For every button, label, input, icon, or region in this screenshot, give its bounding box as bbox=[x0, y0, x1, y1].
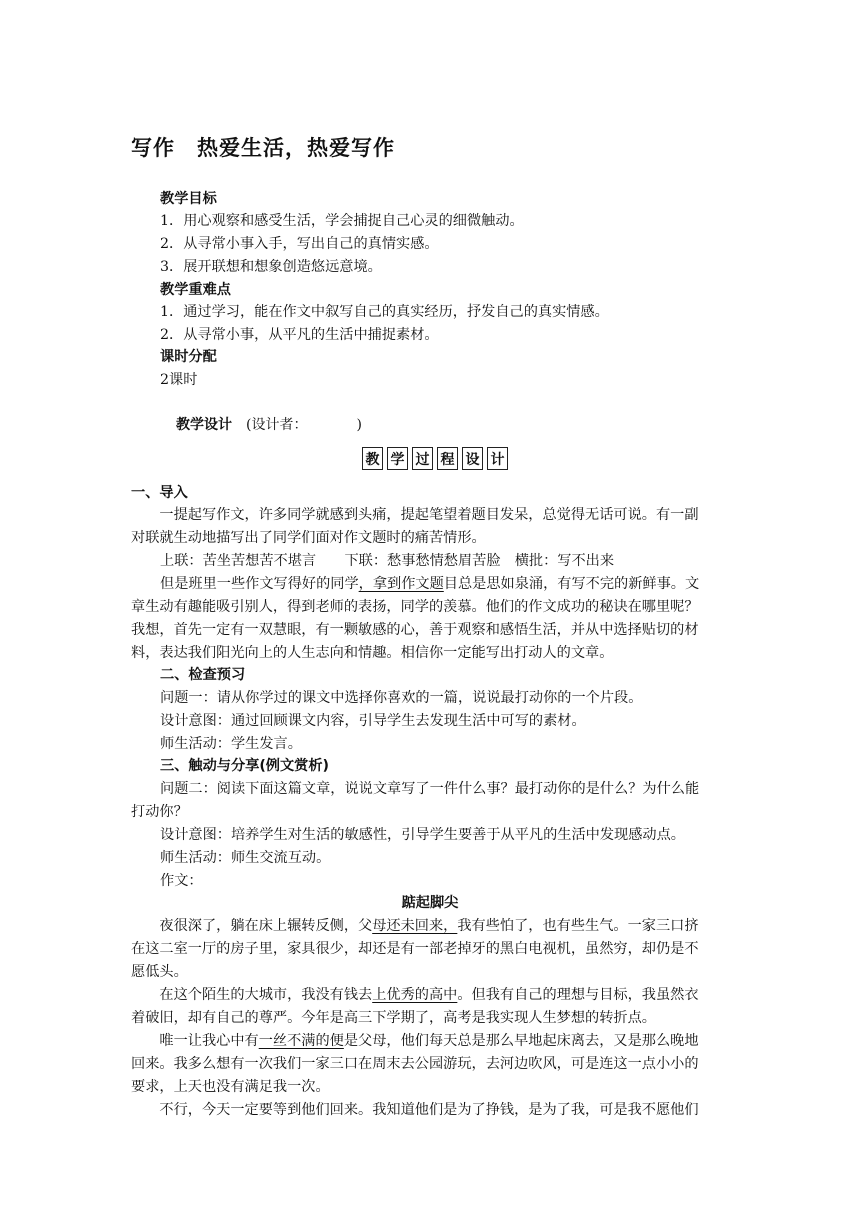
paragraph-line: 料，表达我们阳光向上的人生志向和情趣。相信你一定能写出打动人的文章。 bbox=[131, 645, 614, 661]
objectives-heading: 教学目标 bbox=[160, 191, 217, 207]
text-span: 。但我有自己的理想与目标，我虽然衣 bbox=[457, 987, 699, 1003]
underlined-text: 一丝不满的便 bbox=[258, 1033, 344, 1049]
text-span: 是父母，他们每天总是那么早地起床离去，又是那么晚地 bbox=[343, 1033, 699, 1049]
section-heading: 三、触动与分享(例文赏析) bbox=[160, 758, 330, 774]
page-title: 写作 热爱生活，热爱写作 bbox=[131, 136, 395, 160]
essay-title: 踮起脚尖 bbox=[401, 895, 459, 911]
boxed-char: 计 bbox=[487, 447, 508, 470]
key-point-item: 1．通过学习，能在作文中叙写自己的真实经历，抒发自己的真实情感。 bbox=[160, 304, 609, 320]
essay-line: 愿低头。 bbox=[131, 964, 188, 980]
essay-label: 作文： bbox=[160, 873, 203, 889]
designer-field: (设计者： ) bbox=[246, 417, 362, 433]
objective-item: 3．展开联想和想象创造悠远意境。 bbox=[160, 259, 382, 275]
essay-line: 在这二室一厅的房子里，家具很少，却还是有一部老掉牙的黑白电视机，虽然穷，却仍是不 bbox=[131, 941, 699, 957]
objective-item: 1．用心观察和感受生活，学会捕捉自己心灵的细微触动。 bbox=[160, 213, 524, 229]
question-line: 问题二：阅读下面这篇文章，说说文章写了一件什么事？最打动你的是什么？为什么能 bbox=[160, 781, 700, 797]
underlined-text: 母还未回来， bbox=[372, 918, 458, 934]
schedule-value: 2课时 bbox=[160, 372, 198, 388]
activity-line: 师生活动：师生交流互动。 bbox=[160, 850, 331, 866]
essay-line: 着破旧，却有自己的尊严。今年是高三下学期了，高考是我实现人生梦想的转折点。 bbox=[131, 1010, 656, 1026]
essay-line bbox=[131, 1031, 699, 1051]
paragraph-line: 章生动有趣能吸引别人，得到老师的表扬，同学的羡慕。他们的作文成功的秘诀在哪里呢？ bbox=[131, 599, 699, 615]
boxed-char: 教 bbox=[362, 447, 383, 470]
essay-line: 回来。我多么想有一次我们一家三口在周末去公园游玩，去河边吹风，可是连这一点小小的 bbox=[131, 1056, 699, 1072]
boxed-char: 过 bbox=[412, 447, 433, 470]
objective-item: 2．从寻常小事入手，写出自己的真情实感。 bbox=[160, 236, 439, 252]
essay-line bbox=[131, 985, 699, 1005]
essay-line: 不行，今天一定要等到他们回来。我知道他们是为了挣钱，是为了我，可是我不愿他们 bbox=[131, 1102, 699, 1118]
boxed-char: 学 bbox=[387, 447, 408, 470]
text-span: 目总是思如泉涌，有写不完的新鲜事。文 bbox=[443, 576, 700, 592]
essay-line: 要求，上天也没有满足我一次。 bbox=[131, 1079, 330, 1095]
intent-line: 设计意图：通过回顾课文内容，引导学生去发现生活中可写的素材。 bbox=[160, 713, 586, 729]
intent-line: 设计意图：培养学生对生活的敏感性，引导学生要善于从平凡的生活中发现感动点。 bbox=[160, 827, 685, 843]
essay-line bbox=[131, 916, 699, 936]
activity-line: 师生活动：学生发言。 bbox=[160, 736, 302, 752]
design-label: 教学设计 bbox=[176, 417, 232, 433]
boxed-char: 设 bbox=[462, 447, 483, 470]
key-points-heading: 教学重难点 bbox=[160, 282, 231, 298]
section-heading: 一、导入 bbox=[131, 485, 188, 501]
schedule-heading: 课时分配 bbox=[160, 349, 217, 365]
question-line: 打动你？ bbox=[131, 804, 188, 820]
text-span: 在这个陌生的大城市，我没有钱去 bbox=[131, 987, 373, 1003]
paragraph-line: 对联就生动地描写出了同学们面对作文题时的痛苦情形。 bbox=[131, 530, 486, 546]
text-span: 我有些怕了，也有些生气。一家三口挤 bbox=[457, 918, 699, 934]
underlined-text: 上优秀的高中 bbox=[372, 987, 458, 1003]
question-line: 问题一：请从你学过的课文中选择你喜欢的一篇，说说最打动你的一个片段。 bbox=[160, 690, 643, 706]
text-span: 但是班里一些作文写得好的同学 bbox=[160, 576, 359, 592]
boxed-char: 程 bbox=[437, 447, 458, 470]
key-point-item: 2．从寻常小事，从平凡的生活中捕捉素材。 bbox=[160, 327, 439, 343]
paragraph-line bbox=[160, 574, 699, 594]
underlined-text: ，拿到作文题 bbox=[358, 576, 444, 592]
couplet-line: 上联：苦坐苦想苦不堪言 下联：愁事愁情愁眉苦脸 横批：写不出来 bbox=[160, 553, 615, 569]
text-span: 唯一让我心中有 bbox=[131, 1033, 259, 1049]
paragraph-line: 我想，首先一定有一双慧眼，有一颗敏感的心，善于观察和感悟生活，并从中选择贴切的材 bbox=[131, 622, 699, 638]
text-span: 夜很深了，躺在床上辗转反侧，父 bbox=[131, 918, 373, 934]
section-heading: 二、检查预习 bbox=[160, 667, 246, 683]
paragraph-line: 一提起写作文，许多同学就感到头痛，提起笔望着题目发呆，总觉得无话可说。有一副 bbox=[131, 507, 699, 523]
process-design-boxes bbox=[362, 447, 508, 470]
design-header bbox=[176, 414, 362, 434]
